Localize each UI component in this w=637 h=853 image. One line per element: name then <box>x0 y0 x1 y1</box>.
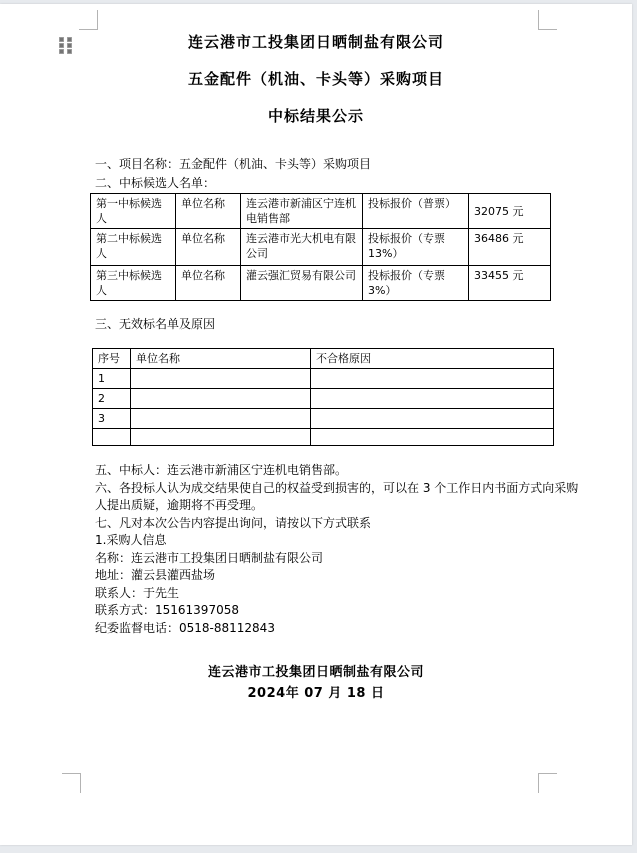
invalid-table-row <box>93 429 554 446</box>
invalid-table-row <box>93 369 554 389</box>
unit-label: 单位名称 <box>176 229 241 266</box>
unit-name: 连云港市新浦区宁连机电销售部 <box>241 194 363 229</box>
price-label: 投标报价（专票13%） <box>363 229 469 266</box>
column-header: 序号 <box>93 349 131 369</box>
crop-mark-bottom-left-icon <box>62 773 81 793</box>
title-announcement: 中标结果公示 <box>267 107 364 125</box>
section-invalid-bids-heading: 三、无效标名单及原因 <box>95 317 216 331</box>
row-index: 3 <box>93 409 131 429</box>
contact-address: 地址：灌云县灌西盐场 <box>95 568 216 582</box>
price-value: 36486 元 <box>469 229 551 266</box>
reason-cell <box>311 389 554 409</box>
unit-name-cell <box>131 409 311 429</box>
reason-cell <box>311 369 554 389</box>
section-objection-line1: 六、各投标人认为成交结果使自己的权益受到损害的，可以在 3 个工作日内书面方式向采购 <box>95 480 579 495</box>
section-project-name: 一、项目名称：五金配件（机油、卡头等）采购项目 <box>95 157 372 171</box>
price-value: 32075 元 <box>469 194 551 229</box>
reason-cell <box>311 409 554 429</box>
body-paragraphs <box>95 462 579 637</box>
price-label: 投标报价（专票3%） <box>363 266 469 301</box>
invalid-table-row <box>93 389 554 409</box>
candidates-table-row <box>91 266 551 301</box>
row-index <box>93 429 131 446</box>
crop-mark-bottom-right-icon <box>538 773 557 793</box>
row-index: 2 <box>93 389 131 409</box>
contact-phone: 联系方式：15161397058 <box>95 603 239 617</box>
contact-name: 名称：连云港市工投集团日晒制盐有限公司 <box>95 550 324 565</box>
contact-supervision-phone: 纪委监督电话：0518-88112843 <box>95 620 275 635</box>
contact-heading: 1.采购人信息 <box>95 533 167 547</box>
invalid-table-row <box>93 409 554 429</box>
row-index: 1 <box>93 369 131 389</box>
unit-name: 灌云强汇贸易有限公司 <box>241 266 363 301</box>
section-inquiry: 七、凡对本次公告内容提出询问，请按以下方式联系 <box>95 515 372 530</box>
column-header: 不合格原因 <box>311 349 554 369</box>
candidate-rank: 第一中标候选人 <box>91 194 176 229</box>
price-value: 33455 元 <box>469 266 551 301</box>
unit-label: 单位名称 <box>176 266 241 301</box>
column-header: 单位名称 <box>131 349 311 369</box>
candidates-table-row <box>91 229 551 266</box>
candidates-table <box>90 193 551 301</box>
document-page <box>0 4 632 845</box>
invalid-bids-table <box>92 348 554 446</box>
title-project: 五金配件（机油、卡头等）采购项目 <box>187 70 444 88</box>
contact-person: 联系人：于先生 <box>95 585 180 600</box>
unit-name-cell <box>131 389 311 409</box>
signature-block <box>0 662 632 704</box>
price-label: 投标报价（普票） <box>363 194 469 229</box>
unit-name-cell <box>131 429 311 446</box>
candidates-table-row <box>91 194 551 229</box>
section-objection-line2: 人提出质疑，逾期将不再受理。 <box>95 498 264 512</box>
candidate-rank: 第二中标候选人 <box>91 229 176 266</box>
section-candidates-heading: 二、中标候选人名单： <box>95 176 216 190</box>
signature-company: 连云港市工投集团日晒制盐有限公司 <box>207 665 424 680</box>
document-title-block <box>0 24 632 135</box>
signature-date: 2024年 07 月 18 日 <box>247 686 385 701</box>
title-company: 连云港市工投集团日晒制盐有限公司 <box>187 33 444 51</box>
unit-name: 连云港市光大机电有限公司 <box>241 229 363 266</box>
unit-label: 单位名称 <box>176 194 241 229</box>
candidate-rank: 第三中标候选人 <box>91 266 176 301</box>
section-winner: 五、中标人：连云港市新浦区宁连机电销售部。 <box>95 463 348 477</box>
invalid-table-header-row <box>93 349 554 369</box>
unit-name-cell <box>131 369 311 389</box>
reason-cell <box>311 429 554 446</box>
